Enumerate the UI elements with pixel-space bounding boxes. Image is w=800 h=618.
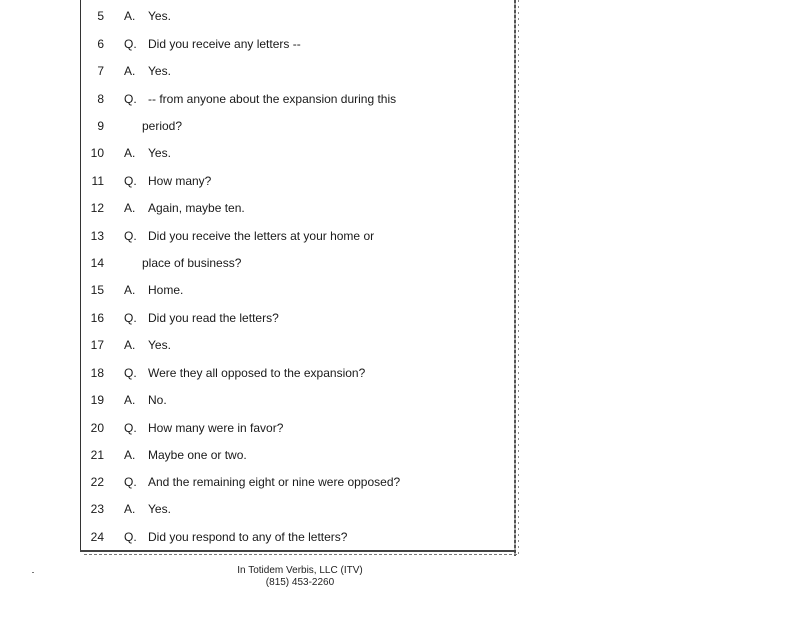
right-margin-rule-shadow [518,0,519,556]
line-number: 12 [90,201,104,215]
speaker-label: A. [124,393,136,407]
line-number: 19 [90,393,104,407]
line-number: 24 [90,530,104,544]
line-text: How many were in favor? [148,421,284,435]
line-text: Did you receive any letters -- [148,37,301,51]
transcript-line [0,61,510,81]
line-text: Yes. [148,146,171,160]
line-text: Again, maybe ten. [148,201,245,215]
speaker-label: A. [124,338,136,352]
line-number: 22 [90,475,104,489]
speaker-label: Q. [124,311,137,325]
speaker-label: Q. [124,475,137,489]
transcript-line [0,335,510,355]
transcript-line [0,445,510,465]
speaker-label: A. [124,201,136,215]
line-number: 15 [90,283,104,297]
line-number: 16 [90,311,104,325]
speaker-label: A. [124,64,136,78]
speaker-label: Q. [124,530,137,544]
speaker-label: Q. [124,37,137,51]
line-number: 21 [90,448,104,462]
line-text: Did you respond to any of the letters? [148,530,348,544]
transcript-line [0,171,510,191]
speaker-label: Q. [124,92,137,106]
line-text: place of business? [142,256,242,270]
transcript-line [0,34,510,54]
transcript-line [0,527,510,547]
right-margin-rule [514,0,516,556]
transcript-line [0,499,510,519]
line-text: Yes. [148,9,171,23]
line-text: Were they all opposed to the expansion? [148,366,366,380]
line-text: period? [142,119,183,133]
transcript-line [0,116,510,136]
line-text: And the remaining eight or nine were opposed? [148,475,401,489]
line-number: 17 [90,338,104,352]
transcript-line [0,226,510,246]
transcript-line [0,472,510,492]
transcript-line [0,198,510,218]
transcript-line [0,308,510,328]
transcript-line [0,280,510,300]
line-number: 11 [91,174,104,188]
line-number: 20 [90,421,104,435]
line-number: 10 [90,146,104,160]
speaker-label: Q. [124,174,137,188]
line-text: How many? [148,174,212,188]
line-text: -- from anyone about the expansion during this [148,92,397,106]
line-number: 7 [97,64,104,78]
transcript-line [0,418,510,438]
transcript-line [0,6,510,26]
line-text: Did you receive the letters at your home or [148,229,375,243]
transcript-line [0,89,510,109]
line-text: No. [148,393,167,407]
speaker-label: A. [124,9,136,23]
line-number: 5 [97,9,104,23]
speaker-label: A. [124,448,136,462]
transcript-line [0,363,510,383]
footer-company: In Totidem Verbis, LLC (ITV) [237,565,363,576]
line-number: 13 [90,229,104,243]
line-text: Yes. [148,338,171,352]
speaker-label: A. [124,146,136,160]
line-number: 8 [97,92,104,106]
footer-phone: (815) 453-2260 [265,577,335,588]
bottom-border-rule [80,550,516,552]
line-text: Yes. [148,502,171,516]
line-text: Maybe one or two. [148,448,247,462]
line-number: 9 [97,119,104,133]
line-text: Yes. [148,64,171,78]
line-number: 6 [97,37,104,51]
line-text: Home. [148,283,184,297]
line-number: 23 [90,502,104,516]
left-margin-rule [80,0,81,552]
speaker-label: Q. [124,366,137,380]
bottom-border-rule-shadow [84,554,518,555]
transcript-line [0,143,510,163]
transcript-line [0,253,510,273]
line-number: 18 [90,366,104,380]
speaker-label: Q. [124,229,137,243]
line-number: 14 [90,256,104,270]
speaker-label: A. [124,502,136,516]
speaker-label: A. [124,283,136,297]
line-text: Did you read the letters? [148,311,279,325]
scan-speck [32,572,34,573]
transcript-line [0,390,510,410]
speaker-label: Q. [124,421,137,435]
